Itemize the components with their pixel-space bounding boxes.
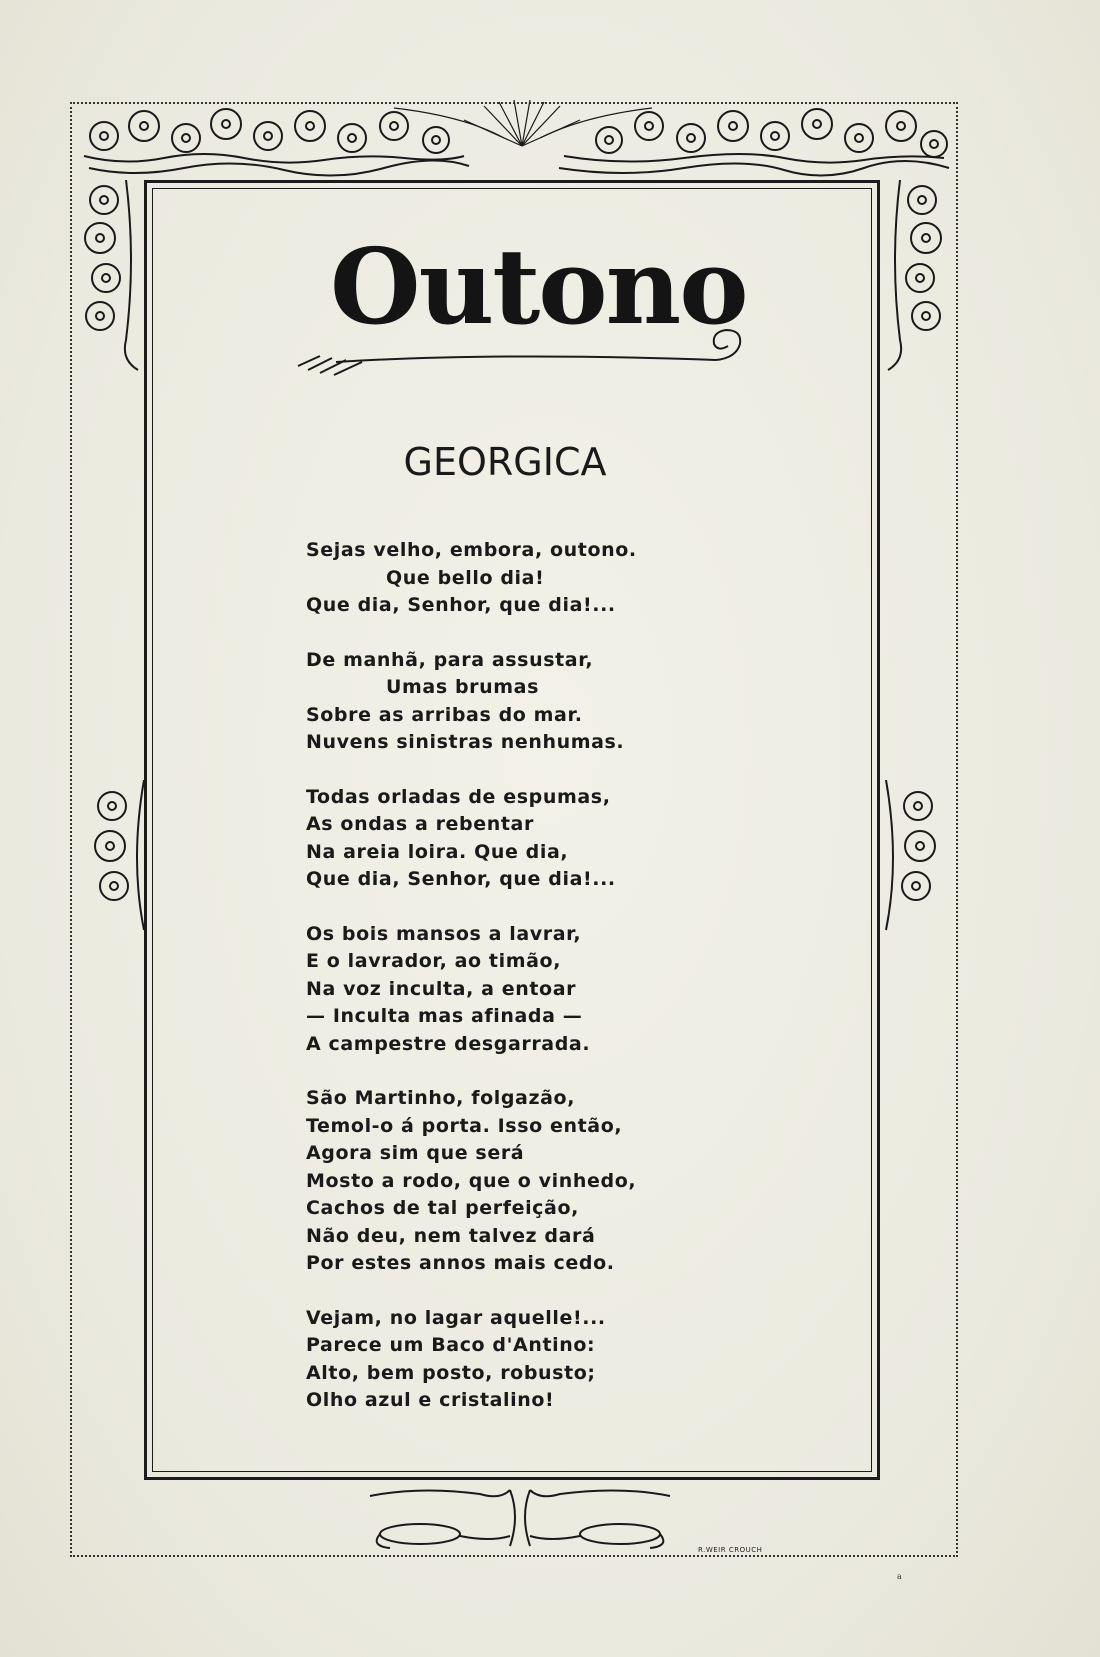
poem-line: Sejas velho, embora, outono.: [306, 539, 637, 561]
right-floral-cluster-middle: [880, 780, 950, 940]
poem-line: Parece um Baco d'Antino:: [306, 1334, 596, 1356]
poem-line: Que dia, Senhor, que dia!...: [306, 868, 616, 890]
poem-line: Temol-o á porta. Isso então,: [306, 1114, 623, 1137]
bottom-ornament: [360, 1476, 680, 1556]
poem-line: Cachos de tal perfeição,: [306, 1197, 579, 1219]
poem-line: A campestre desgarrada.: [306, 1032, 591, 1055]
poem-line: Não deu, nem talvez dará: [306, 1224, 596, 1247]
illustrator-credit: R.WEIR CROUCH: [698, 1546, 763, 1554]
page-mark: a: [897, 1572, 902, 1581]
title-flourish: [296, 318, 756, 378]
poem-line: Por estes annos mais cedo.: [306, 1252, 615, 1274]
poem-line: Que bello dia!: [386, 566, 545, 589]
poem-title: Outono: [330, 225, 747, 348]
poem-line: Sobre as arribas do mar.: [306, 703, 583, 726]
left-floral-cluster-middle: [80, 780, 150, 940]
poem-line: Mosto a rodo, que o vinhedo,: [306, 1169, 637, 1192]
poem-body: [306, 537, 726, 1442]
poem-line: Que dia, Senhor, que dia!...: [306, 594, 616, 616]
poem-subtitle: GEORGICA: [403, 440, 607, 484]
stanza: [306, 1085, 726, 1278]
poem-line: Umas brumas: [386, 676, 539, 698]
stanza: [306, 1305, 726, 1415]
poem-line: Os bois mansos a lavrar,: [306, 922, 582, 945]
poem-line: Agora sim que será: [306, 1142, 525, 1164]
poem-line: — Inculta mas afinada —: [306, 1005, 583, 1027]
poem-line: De manhã, para assustar,: [306, 648, 594, 671]
poem-line: Nuvens sinistras nenhumas.: [306, 731, 625, 753]
poem-line: Na voz inculta, a entoar: [306, 977, 577, 1000]
stanza: [306, 537, 726, 620]
poem-line: Alto, bem posto, robusto;: [306, 1361, 596, 1384]
poem-line: E o lavrador, ao timão,: [306, 950, 562, 972]
poem-line: São Martinho, folgazão,: [306, 1087, 576, 1109]
poem-line: Vejam, no lagar aquelle!...: [306, 1306, 606, 1329]
right-floral-column-top: [880, 180, 960, 380]
stanza: [306, 921, 726, 1059]
stanza: [306, 784, 726, 894]
poem-line: As ondas a rebentar: [306, 813, 534, 835]
poem-line: Todas orladas de espumas,: [306, 785, 611, 808]
stanza: [306, 647, 726, 757]
left-floral-column-top: [66, 180, 146, 380]
poem-line: Na areia loira. Que dia,: [306, 840, 569, 863]
poem-line: Olho azul e cristalino!: [306, 1389, 555, 1411]
